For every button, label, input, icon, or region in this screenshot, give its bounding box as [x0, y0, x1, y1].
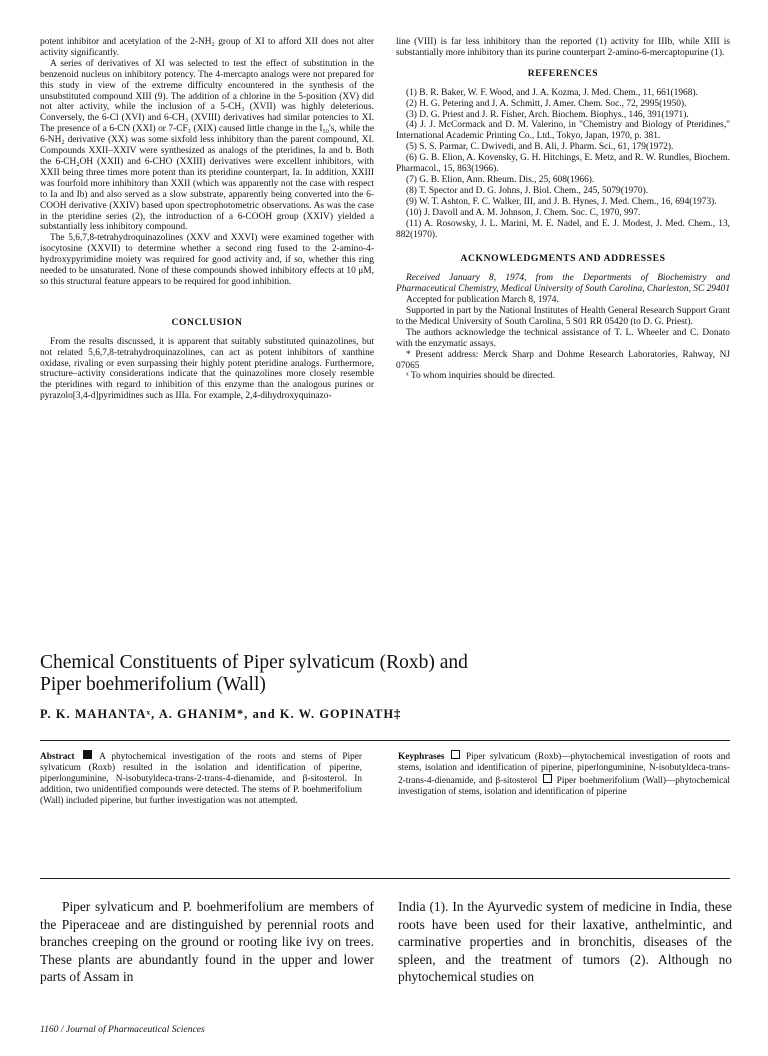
reference-item: (11) A. Rosowsky, J. L. Marini, M. E. Nadel, and E. J. Modest, J. Med. Chem., 13, 882(1970). [396, 218, 730, 240]
ack-support: Supported in part by the National Institutes of Health General Research Support Grant to the Medical University of South Carolina, 5 S01 RR 05420 (to D. G. Priest). [396, 306, 730, 327]
abstract [40, 750, 362, 807]
body-paragraph: India (1). In the Ayurvedic system of medicine in India, these roots have been used for their laxative, anthelmintic, and carminative properties and in bronchitis, diseases of the spleen, and the treatment of tumors (2). Although no phytochemical studies on [398, 899, 732, 984]
references-list [396, 88, 730, 241]
reference-item: (6) G. B. Elion, A. Kovensky, G. H. Hitchings, E. Metz, and R. W. Rundles, Biochem. Pharmacol., 15, 863(1966). [396, 153, 730, 175]
title-line-2: Piper boehmerifolium (Wall) [40, 674, 266, 695]
title-line-1: Chemical Constituents of Piper sylvaticum (Roxb) and [40, 652, 468, 673]
keyphrases-label: Keyphrases [398, 752, 445, 762]
right-column [396, 37, 730, 382]
ack-present-address: * Present address: Merck Sharp and Dohme Research Laboratories, Rahway, NJ 07065 [396, 349, 730, 371]
abstract-label: Abstract [40, 752, 75, 762]
keyphrase-2: Piper boehmerifolium (Wall)—phytochemical investigation of stems, isolation and identification of piperine [398, 775, 731, 797]
page-footer: 1160 / Journal of Pharmaceutical Sciences [40, 1024, 205, 1035]
keyphrase-1: Piper sylvaticum (Roxb)—phytochemical investigation of roots and stems, isolation and identification of piperine, piperlonguminine, N-isobutyldeca-trans-2-trans-4-dienamide, and β-sitosterol [398, 752, 731, 786]
left-column [40, 37, 374, 402]
paragraph: The 5,6,7,8-tetrahydroquinazolines (XXV and XXVI) were examined together with isocytosine (XXVII) to determine whether a second ring fused to the 2-amino-4-hydroxypyrimidine moiety was required for good activity and, if so, whether this ring needed to be unsaturated. None of these compounds showed inhibitory effects at 10 μM, so this structural feature appears to be required for good inhibition. [40, 233, 374, 287]
filled-square-icon [83, 750, 92, 759]
divider [40, 878, 730, 879]
reference-item: (9) W. T. Ashton, F. C. Walker, III, and J. B. Hynes, J. Med. Chem., 16, 694(1973). [406, 196, 717, 207]
reference-item: (10) J. Davoll and A. M. Johnson, J. Chem. Soc. C, 1970, 997. [406, 207, 641, 218]
reference-item: (2) H. G. Petering and J. A. Schmitt, J. Amer. Chem. Soc., 72, 2995(1950). [406, 98, 687, 109]
authors: P. K. MAHANTAˣ, A. GHANIM*, and K. W. GOPINATH‡ [40, 707, 402, 721]
keyphrases [398, 750, 730, 798]
divider [40, 740, 730, 741]
paragraph: A series of derivatives of XI was selected to test the effect of substitution in the benzenoid nucleus on inhibitory potency. The 4-mercapto analogs were not prepared for this study in view of the extreme difficulty encountered in the synthesis of the unsubstituted compound XIII (9). The addition of a chlorine in the 5-position (XV) did not alter activity, while the inclusion of a 5-CH₃ (XVII) was highly deleterious. Conversely, the 6-Cl (XVI) and 6-CH₃ (XVIII) derivatives had similar potencies to XI. The presence of a 6-CN (XXI) or 7-CF₃ (XIX) caused little change in the I₅₀'s, while the 6-NH₂ derivative (XX) was some sixfold less inhibitory than the parent compound, XI. Compounds XXII–XXIV were synthesized as analogs of the pteridines, Ia and b. Both the 6-CH₂OH (XXII) and 6-CHO (XXIII) derivatives were excellent inhibitors, with XXII being three times more potent than its pteridine counterpart, Ia. In addition, XXIII was fourfold more inhibitory than XXII (which was apparently not the case with respect to Ia and Ib) and also served as a slow substrate, apparently being converted into the 6-COOH derivative (XXIV) based upon spectrophotometric observations. As was the case in the pteridine series (2), the introduction of a 6-COOH group (XXIV) yielded a substantially less inhibitory compound. [40, 58, 374, 233]
ack-inquiries: ˣ To whom inquiries should be directed. [406, 371, 555, 382]
conclusion-heading: CONCLUSION [171, 316, 243, 328]
reference-item: (7) G. B. Elion, Ann. Rheum. Dis., 25, 608(1966). [406, 174, 595, 185]
reference-item: (1) B. R. Baker, W. F. Wood, and J. A. Kozma, J. Med. Chem., 11, 661(1968). [406, 87, 698, 98]
reference-item: (5) S. S. Parmar, C. Dwivedi, and B. Ali, J. Pharm. Sci., 61, 179(1972). [406, 142, 674, 153]
reference-item: (8) T. Spector and D. G. Johns, J. Biol. Chem., 245, 5079(1970). [406, 185, 649, 196]
body-paragraph: Piper sylvaticum and P. boehmerifolium are members of the Piperaceae and are distinguished by perennial roots and branches creeping on the ground or rooting like ivy on trees. These plants are abundantly found in the upper and lower parts of Assam in [40, 899, 374, 984]
ack-accepted: Accepted for publication March 8, 1974. [406, 295, 559, 306]
ack-thanks: The authors acknowledge the technical assistance of T. L. Wheeler and C. Donato with the enzymatic assays. [396, 327, 730, 349]
reference-item: (3) D. G. Priest and J. R. Fisher, Arch. Biochem. Biophys., 146, 391(1971). [406, 109, 689, 120]
body-right-column [398, 898, 732, 986]
article-title [40, 652, 730, 696]
abstract-text: A phytochemical investigation of the roots and stems of Piper sylvaticum (Roxb) resulted in the isolation and identification of piperine, piperlonguminine, N-isobutyldeca-trans-2-trans-4-dienamide, and β-sitosterol. In addition, two unidentified compounds were detected. The stems of P. boehmerifolium (Wall) included piperine, but further investigation was not attempted. [40, 752, 362, 806]
ack-received: Received January 8, 1974, from the Departments of Biochemistry and Pharmaceutical Chemistry, Medical University of South Carolina, Charleston, SC 29401 [396, 273, 731, 295]
body-left-column [40, 898, 374, 986]
reference-item: (4) J. J. McCormack and D. M. Valerino, in "Chemistry and Biology of Pteridines," International Academic Printing Co., Ltd., Tokyo, Japan, 1970, p. 381. [396, 120, 730, 142]
conclusion-paragraph: From the results discussed, it is apparent that suitably substituted quinazolines, but not related 5,6,7,8-tetrahydroquinazolines, can act as potent inhibitors of xanthine oxidase, rivaling or even surpassing their highly potent pteridine analogs. Furthermore, structure–activity considerations indicate that the quinazolines more closely resemble the pteridines with regard to inhibition of this enzyme than the analogous purines or pyrazolo[3,4-d]pyrimidines such as IIIa. For example, 2,4-dihydroxyquinazo- [40, 336, 374, 402]
square-icon [451, 750, 460, 759]
acknowledgments-heading: ACKNOWLEDGMENTS AND ADDRESSES [460, 253, 666, 265]
paragraph: potent inhibitor and acetylation of the 2-NH₂ group of XI to afford XII does not alter activity significantly. [40, 37, 374, 58]
square-icon [543, 774, 552, 783]
references-heading: REFERENCES [527, 67, 599, 79]
paragraph: line (VIII) is far less inhibitory than the reported (1) activity for IIIb, while XIII is substantially more inhibitory than its purine counterpart 2-amino-6-mercaptopurine (1). [396, 37, 730, 58]
